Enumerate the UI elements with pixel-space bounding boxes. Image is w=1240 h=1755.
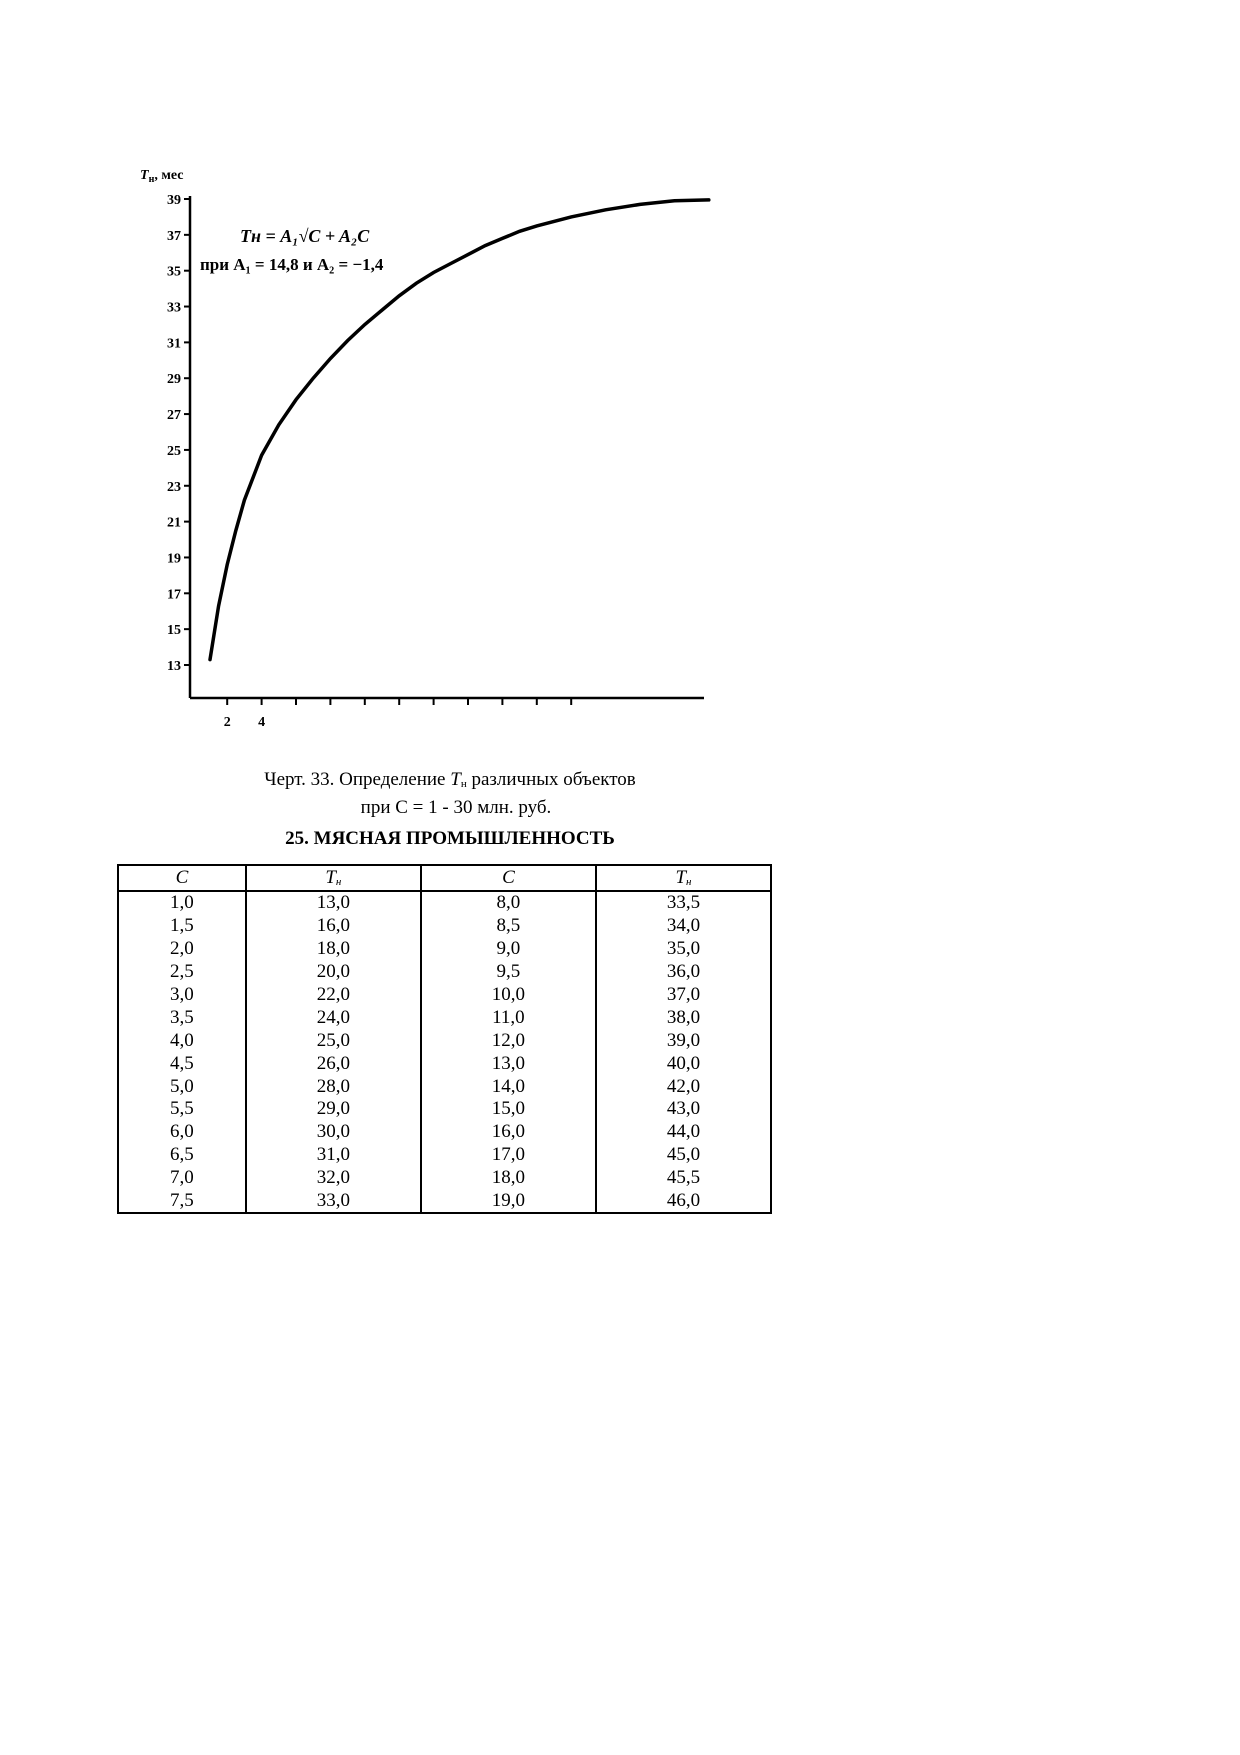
table-cell: 39,0 [596,1029,771,1052]
table-cell: 16,0 [421,1121,596,1144]
table-cell: 24,0 [246,1006,421,1029]
section-title: 25. МЯСНАЯ ПРОМЫШЛЕННОСТЬ [285,828,615,849]
table-cell: 19,0 [421,1190,596,1214]
table-cell: 8,0 [421,891,596,915]
table-cell: 1,0 [170,892,194,914]
x-axis [190,698,704,730]
table-cell: 43,0 [596,1098,771,1121]
table-row [118,1190,771,1214]
chart [0,0,1240,760]
table-cell: 45,0 [596,1144,771,1167]
header-c-2: C [421,865,596,891]
table-cell: 4,0 [170,1029,194,1051]
caption-line-2: при С = 1 - 30 млн. руб. [360,797,552,818]
caption-symbol: T [450,769,461,790]
y-tick-label: 39 [167,193,181,208]
table-row [118,1075,771,1098]
table-body [118,891,771,1213]
y-tick-label: 31 [167,336,181,352]
table-cell: 7,5 [170,1190,194,1212]
y-tick-label: 21 [167,515,181,531]
y-axis-label-sub: н [148,174,155,185]
table-cell: 33,5 [596,891,771,915]
table-cell: 13,0 [246,891,421,915]
table-cell: 6,5 [170,1144,194,1166]
table-cell: 9,5 [421,961,596,984]
table-cell: 3,5 [170,1006,194,1028]
table-cell: 25,0 [246,1029,421,1052]
table-cell: 3,0 [170,984,194,1005]
table-cell: 45,5 [596,1167,771,1190]
table-row [118,1121,771,1144]
table-row [118,915,771,938]
y-tick-label: 13 [167,659,181,674]
table-cell: 9,0 [421,938,596,961]
table-row [118,984,771,1007]
table-cell: 12,0 [421,1029,596,1052]
table-cell: 18,0 [246,938,421,961]
table-cell: 46,0 [596,1190,771,1214]
table-row [118,891,771,915]
y-tick-label: 17 [167,587,181,603]
table-cell: 2,0 [170,938,194,960]
table-cell: 13,0 [421,1052,596,1075]
table-cell: 40,0 [596,1052,771,1075]
chart-formula-line2: при A₁ = 14,8 и A₂ = −1,4 [200,255,384,274]
table-cell: 37,0 [596,984,771,1007]
table-cell: 28,0 [246,1075,421,1098]
table-cell: 17,0 [421,1144,596,1167]
chart-formula-line1: Tн = A₁√C + A₂C [240,226,370,246]
y-axis-label [140,168,183,185]
y-tick-label: 23 [167,479,181,495]
table-cell: 18,0 [421,1167,596,1190]
y-axis [167,193,190,698]
table-cell: 14,0 [421,1075,596,1098]
table-cell: 5,0 [170,1075,194,1097]
caption-prefix: Черт. 33. Определение [264,769,451,790]
table-row [118,1029,771,1052]
table-cell: 7,0 [170,1167,194,1189]
table-row [118,1144,771,1167]
y-tick-label: 27 [167,408,181,424]
y-axis-label-symbol: T [140,168,149,183]
table-cell: 6,0 [170,1121,194,1143]
y-tick-label: 15 [167,623,181,639]
table-cell: 42,0 [596,1075,771,1098]
x-tick-label: 2 [223,715,231,730]
caption-symbol-sub: н [460,778,467,790]
y-tick-label: 37 [167,228,181,244]
y-tick-label: 19 [167,551,181,567]
table-row [118,1098,771,1121]
figure-caption [180,768,720,819]
table-cell: 29,0 [246,1098,421,1121]
table-cell: 11,0 [421,1006,596,1029]
table-cell: 8,5 [421,915,596,938]
table-header-row [118,865,771,891]
table-row [118,1052,771,1075]
table-row [118,938,771,961]
table-cell: 4,5 [170,1052,194,1074]
caption-suffix: различных объектов [466,769,636,790]
table-row [118,961,771,984]
table-cell: 16,0 [246,915,421,938]
y-tick-label: 35 [167,264,181,280]
header-tn-1: $T_н$ [246,865,421,891]
y-tick-label: 29 [167,372,181,388]
table-cell: 20,0 [246,961,421,984]
table-cell: 34,0 [596,915,771,938]
table-row [118,1006,771,1029]
table-cell: 31,0 [246,1144,421,1167]
table-cell: 32,0 [246,1167,421,1190]
table-cell: 1,5 [170,915,194,937]
table-cell: 2,5 [170,961,194,983]
y-tick-label: 33 [167,300,181,316]
table-cell: 38,0 [596,1006,771,1029]
table-cell: 35,0 [596,938,771,961]
y-tick-label: 25 [167,443,181,459]
header-c-1: C [118,865,246,891]
header-tn-2: $T_н$ [596,865,771,891]
table-cell: 26,0 [246,1052,421,1075]
table-cell: 15,0 [421,1098,596,1121]
table-cell: 5,5 [170,1098,194,1120]
table-cell: 10,0 [421,984,596,1007]
data-table [117,864,772,1214]
table-cell: 22,0 [246,984,421,1007]
table-cell: 30,0 [246,1121,421,1144]
table-cell: 36,0 [596,961,771,984]
x-tick-label: 4 [258,715,266,730]
table-row [118,1167,771,1190]
table-cell: 44,0 [596,1121,771,1144]
caption-line-1 [180,768,720,796]
table-cell: 33,0 [246,1190,421,1214]
y-axis-label-unit: , мес [154,168,184,183]
